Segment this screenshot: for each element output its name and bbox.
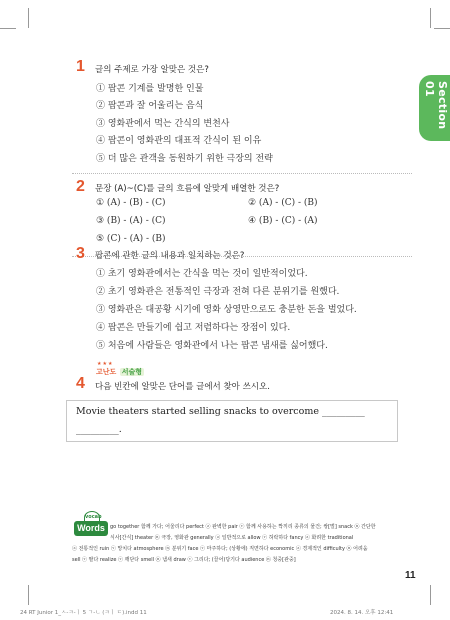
question-4-title: 다음 빈칸에 알맞은 단어를 글에서 찾아 쓰시오. xyxy=(95,382,270,392)
question-2-title: 문장 (A)~(C)를 글의 흐름에 알맞게 배열한 것은? xyxy=(95,184,280,194)
crop-mark xyxy=(430,8,441,28)
question-1-title: 글의 주제로 가장 알맞은 것은? xyxy=(95,65,209,75)
words-badge xyxy=(74,511,108,541)
answer-line-1: Movie theaters started selling snacks to overcome _________ xyxy=(76,406,365,417)
footer-timestamp: 2024. 8. 14. 오후 12:41 xyxy=(330,610,394,616)
crop-mark xyxy=(434,28,450,29)
question-2-option: ⑤ (C) - (A) - (B) xyxy=(96,234,166,244)
section-tab xyxy=(419,75,450,141)
question-3-title: 팝콘에 관한 글의 내용과 일치하는 것은? xyxy=(95,251,245,261)
footer-file-info: 24 RT Junior 1_ㅅ-ㅋ-ㅣ 5 ㄱ-ㄴ (ㅋㅣ ㄷ).indd 11 xyxy=(20,610,147,616)
words-line: go together 함께 가다; 어울리다 perfect ⓐ 완벽한 pair ⓥ 함께 사용하는 짝끼리 종류의 물건; 쌍[벌] snack ⓝ 간단한 xyxy=(110,524,376,530)
section-tab-label: Section 01 xyxy=(423,81,449,130)
crop-mark xyxy=(430,585,441,605)
crop-mark xyxy=(18,8,29,28)
answer-line-2: _________. xyxy=(76,424,122,435)
divider xyxy=(72,173,412,174)
words-line: 식사[간식] theater ⓝ 극장, 영화관 generally ⓐ 일반적으로 allow ⓥ 허락하다 fancy ⓐ 화려한 traditional xyxy=(110,535,354,541)
question-3-option: ⑤ 처음에 사람들은 영화관에서 나는 팝콘 냄새를 싫어했다. xyxy=(96,341,328,351)
page-number: 11 xyxy=(405,570,416,581)
question-2-option: ④ (B) - (C) - (A) xyxy=(248,216,318,226)
question-2-option: ② (A) - (C) - (B) xyxy=(248,198,318,208)
question-4-number: 4 xyxy=(76,375,85,392)
question-3-option: ① 초기 영화관에서는 간식을 먹는 것이 일반적이었다. xyxy=(96,269,308,279)
type-badge: 서술형 xyxy=(121,368,143,376)
question-1-number: 1 xyxy=(76,58,85,75)
question-3-option: ② 초기 영화관은 전통적인 극장과 전혀 다른 분위기를 원했다. xyxy=(96,287,340,297)
difficulty-badge: 고난도 xyxy=(96,368,117,376)
answer-box[interactable] xyxy=(66,400,398,442)
question-3-option: ③ 영화관은 대공황 시기에 영화 상영만으로도 충분한 돈을 벌었다. xyxy=(96,305,357,315)
question-1-option: ① 팝콘 기계를 발명한 인물 xyxy=(96,84,204,94)
question-2-number: 2 xyxy=(76,178,85,195)
question-1-option: ③ 영화관에서 먹는 간식의 변천사 xyxy=(96,119,230,129)
question-2-option: ③ (B) - (A) - (C) xyxy=(96,216,166,226)
question-1-option: ④ 팝콘이 영화관의 대표적 간식이 된 이유 xyxy=(96,136,262,146)
words-line: ⓐ 전통적인 ruin ⓥ 망치다 atmosphere ⓝ 분위기 face ⓥ 마주하다; (상황에) 직면하다 economic ⓐ 경제적인 difficulty ⓝ 어려움 xyxy=(72,546,368,552)
words-badge-icon: vocab xyxy=(84,511,100,524)
words-line: sell ⓥ 팔다 realize ⓥ 깨닫다 smell ⓝ 냄새 draw ⓥ 그리다; (끌어)당기다 audience ⓝ 청중[관중] xyxy=(72,557,296,563)
words-badge-label: Words xyxy=(74,521,108,536)
question-1-option: ② 팝콘과 잘 어울리는 음식 xyxy=(96,101,204,111)
question-3-number: 3 xyxy=(76,245,85,262)
question-4-badges xyxy=(96,367,144,377)
difficulty-stars: ★★★ xyxy=(97,361,114,367)
crop-mark xyxy=(18,585,29,605)
question-2-option: ① (A) - (B) - (C) xyxy=(96,198,166,208)
question-3-option: ④ 팝콘은 만들기에 쉽고 저렴하다는 장점이 있다. xyxy=(96,323,291,333)
crop-mark xyxy=(0,28,16,29)
question-1-option: ⑤ 더 많은 관객을 동원하기 위한 극장의 전략 xyxy=(96,154,273,164)
